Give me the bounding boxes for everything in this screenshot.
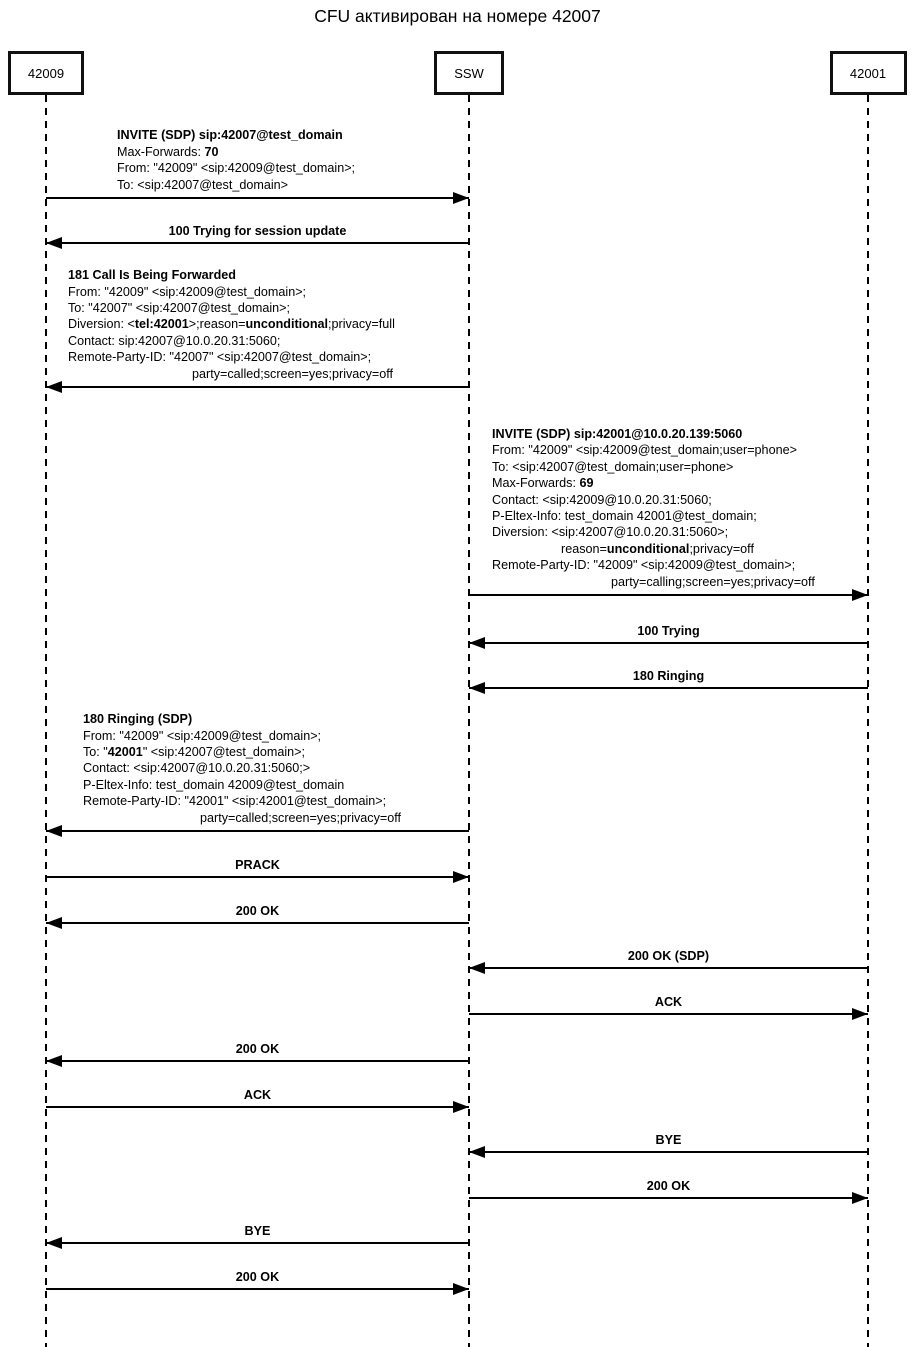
message-detail-line — [83, 711, 401, 727]
detail-text: To: " — [83, 745, 108, 759]
detail-text-bold: tel:42001 — [134, 317, 189, 332]
message-label-15: BYE — [244, 1224, 271, 1238]
actor-label: 42009 — [27, 65, 65, 81]
message-detail-line — [68, 349, 395, 365]
arrowhead-left-icon — [46, 1237, 62, 1249]
message-label-8: 200 OK — [235, 904, 280, 918]
message-arrow-7 — [46, 876, 469, 878]
lifeline-42001 — [867, 95, 869, 1347]
message-arrow-12 — [46, 1106, 469, 1108]
message-detail-line — [83, 744, 401, 760]
message-detail-line — [492, 475, 815, 491]
message-label-14: 200 OK — [646, 1179, 691, 1193]
arrowhead-right-icon — [852, 1008, 868, 1020]
detail-text: To: <sip:42007@test_domain> — [117, 177, 289, 192]
message-arrow-0 — [46, 197, 469, 199]
lifeline-SSW — [468, 95, 470, 1347]
message-line — [46, 1060, 469, 1062]
message-detail-line — [68, 284, 395, 300]
detail-text-bold: INVITE (SDP) sip:42007@test_domain — [117, 128, 343, 143]
arrowhead-left-icon — [46, 237, 62, 249]
actor-box-SSW — [434, 51, 504, 95]
detail-text: Remote-Party-ID: "42007" <sip:42007@test_domain>; — [68, 350, 372, 365]
message-detail-line — [68, 316, 395, 332]
arrowhead-right-icon — [852, 589, 868, 601]
message-label-16: 200 OK — [235, 1270, 280, 1284]
message-detail-line — [492, 524, 815, 540]
message-detail-line — [68, 333, 395, 349]
message-arrow-1 — [46, 242, 469, 244]
detail-text: Contact: <sip:42007@10.0.20.31:5060;> — [83, 761, 311, 776]
lifeline-42009 — [45, 95, 47, 1347]
message-detail-line — [492, 574, 815, 590]
message-line — [469, 1151, 868, 1153]
detail-text: party=calling;screen=yes;privacy=off — [611, 574, 815, 589]
detail-text: >;reason= — [188, 317, 246, 332]
message-detail-line — [117, 144, 355, 160]
detail-text: From: "42009" <sip:42009@test_domain>; — [83, 728, 322, 743]
message-line — [469, 1013, 868, 1015]
message-detail-line — [83, 728, 401, 744]
message-arrow-16 — [46, 1288, 469, 1290]
message-arrow-6 — [46, 830, 469, 832]
message-line — [46, 1106, 469, 1108]
message-label-1: 100 Trying for session update — [168, 224, 347, 238]
arrowhead-right-icon — [453, 871, 469, 883]
detail-text: To: "42007" <sip:42007@test_domain>; — [68, 301, 290, 315]
detail-text: ;privacy=off — [689, 541, 754, 556]
message-detail-line — [117, 160, 355, 176]
detail-text-bold: unconditional — [606, 541, 690, 556]
message-arrow-13 — [469, 1151, 868, 1153]
message-arrow-15 — [46, 1242, 469, 1244]
detail-text: party=called;screen=yes;privacy=off — [192, 366, 394, 381]
detail-text: From: "42009" <sip:42009@test_domain>; — [117, 161, 356, 176]
detail-text: Contact: sip:42007@10.0.20.31:5060; — [68, 333, 281, 348]
message-detail-line — [83, 760, 401, 776]
message-label-7: PRACK — [235, 858, 280, 872]
message-label-9: 200 OK (SDP) — [627, 949, 710, 963]
detail-text: party=called;screen=yes;privacy=off — [200, 810, 402, 825]
arrowhead-right-icon — [453, 1283, 469, 1295]
message-line — [46, 830, 469, 832]
message-detail-line — [68, 300, 395, 316]
detail-text: P-Eltex-Info: test_domain 42009@test_domain — [83, 777, 345, 792]
message-detail-3 — [492, 426, 815, 590]
message-line — [46, 1242, 469, 1244]
arrowhead-right-icon — [453, 192, 469, 204]
detail-text: Diversion: <sip:42007@10.0.20.31:5060>; — [492, 525, 729, 540]
message-line — [46, 197, 469, 199]
arrowhead-left-icon — [469, 637, 485, 649]
message-arrow-4 — [469, 642, 868, 644]
detail-text: Diversion: < — [68, 317, 135, 332]
detail-text: Max-Forwards: — [492, 476, 580, 491]
message-detail-line — [83, 810, 401, 826]
arrowhead-left-icon — [469, 1146, 485, 1158]
detail-text: P-Eltex-Info: test_domain 42001@test_domain; — [492, 509, 757, 524]
message-line — [469, 687, 868, 689]
arrowhead-left-icon — [469, 962, 485, 974]
message-line — [469, 967, 868, 969]
detail-text: ;privacy=full — [328, 317, 395, 332]
actor-box-42009 — [8, 51, 84, 95]
actor-box-42001 — [830, 51, 907, 95]
detail-text-bold: INVITE (SDP) sip:42001@10.0.20.139:5060 — [492, 427, 743, 441]
message-arrow-9 — [469, 967, 868, 969]
arrowhead-left-icon — [46, 917, 62, 929]
message-arrow-3 — [469, 594, 868, 596]
message-arrow-5 — [469, 687, 868, 689]
message-line — [46, 922, 469, 924]
message-detail-line — [492, 508, 815, 524]
message-detail-line — [492, 442, 815, 458]
arrowhead-left-icon — [46, 825, 62, 837]
message-detail-line — [117, 177, 355, 193]
detail-text: Remote-Party-ID: "42009" <sip:42009@test_domain>; — [492, 558, 796, 573]
message-line — [46, 386, 469, 388]
arrowhead-left-icon — [46, 381, 62, 393]
message-detail-line — [492, 459, 815, 475]
detail-text: Contact: <sip:42009@10.0.20.31:5060; — [492, 492, 712, 507]
message-line — [46, 242, 469, 244]
arrowhead-right-icon — [852, 1192, 868, 1204]
detail-text-bold: 181 Call Is Being Forwarded — [68, 268, 236, 283]
message-label-10: ACK — [654, 995, 683, 1009]
message-line — [469, 1197, 868, 1199]
diagram-title: CFU активирован на номере 42007 — [314, 6, 601, 26]
message-arrow-8 — [46, 922, 469, 924]
detail-text-bold: 42001 — [107, 745, 143, 759]
detail-text: To: <sip:42007@test_domain;user=phone> — [492, 459, 734, 474]
message-detail-2 — [68, 267, 395, 382]
message-detail-line — [492, 557, 815, 573]
message-detail-line — [83, 777, 401, 793]
message-label-5: 180 Ringing — [632, 669, 705, 683]
detail-text: From: "42009" <sip:42009@test_domain;user=phone> — [492, 443, 797, 458]
detail-text-bold: 180 Ringing (SDP) — [83, 712, 193, 727]
message-detail-6 — [83, 711, 401, 826]
actor-label: 42001 — [849, 65, 887, 81]
message-detail-line — [492, 541, 815, 557]
actor-label: SSW — [454, 65, 484, 81]
message-label-4: 100 Trying — [637, 624, 700, 638]
message-line — [46, 876, 469, 878]
detail-text: From: "42009" <sip:42009@test_domain>; — [68, 284, 307, 299]
arrowhead-right-icon — [453, 1101, 469, 1113]
message-line — [469, 642, 868, 644]
message-line — [46, 1288, 469, 1290]
message-detail-0 — [117, 127, 355, 193]
arrowhead-left-icon — [469, 682, 485, 694]
detail-text: Max-Forwards: — [117, 144, 205, 159]
detail-text: " <sip:42007@test_domain>; — [142, 745, 306, 759]
message-label-12: ACK — [243, 1088, 272, 1102]
message-detail-line — [492, 492, 815, 508]
message-arrow-10 — [469, 1013, 868, 1015]
message-label-11: 200 OK — [235, 1042, 280, 1056]
detail-text: reason= — [561, 541, 607, 556]
arrowhead-left-icon — [46, 1055, 62, 1067]
message-label-13: BYE — [655, 1133, 682, 1147]
message-detail-line — [83, 793, 401, 809]
detail-text-bold: unconditional — [245, 317, 329, 332]
message-detail-line — [117, 127, 355, 143]
message-detail-line — [492, 426, 815, 442]
message-arrow-2 — [46, 386, 469, 388]
message-arrow-14 — [469, 1197, 868, 1199]
detail-text: Remote-Party-ID: "42001" <sip:42001@test_domain>; — [83, 794, 387, 809]
message-arrow-11 — [46, 1060, 469, 1062]
message-detail-line — [68, 267, 395, 283]
message-detail-line — [68, 366, 395, 382]
message-line — [469, 594, 868, 596]
detail-text-bold: 70 — [204, 144, 219, 159]
detail-text-bold: 69 — [579, 476, 594, 491]
